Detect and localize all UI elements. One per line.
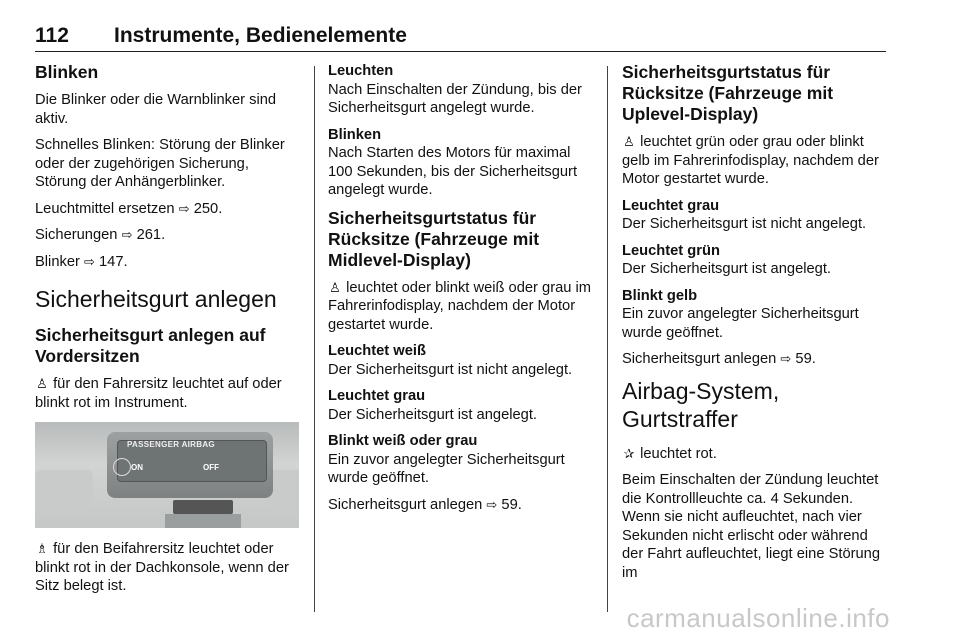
arrow-icon: ⇨ bbox=[84, 253, 95, 269]
section-heading: Sicherheitsgurt anlegen bbox=[35, 286, 277, 312]
page-link[interactable]: 59. bbox=[795, 351, 816, 367]
paragraph: Der Sicherheitsgurt ist nicht angelegt. bbox=[622, 216, 867, 232]
paragraph: ♙ leuchtet grün oder grau oder blinkt gelb im Fahrerinfodisplay, nachdem der Motor gestartet wurde. bbox=[622, 134, 879, 187]
page-number: 112 bbox=[35, 24, 69, 47]
blinken-heading: Blinken bbox=[328, 126, 382, 143]
gelb-heading: Blinkt gelb bbox=[622, 287, 698, 304]
paragraph: Der Sicherheitsgurt ist nicht angelegt. bbox=[328, 361, 573, 378]
page-link[interactable]: 250. bbox=[193, 200, 223, 217]
seatbelt-icon: ♙ bbox=[36, 376, 48, 391]
column-3 bbox=[622, 62, 890, 590]
off-label: OFF bbox=[203, 463, 219, 472]
arrow-icon: ⇨ bbox=[486, 496, 498, 512]
section-heading: Sicherheitsgurtstatus für Rücksitze (Fahrzeuge mit Midlevel-Display) bbox=[328, 207, 540, 270]
paragraph: Der Sicherheitsgurt ist angelegt. bbox=[622, 261, 831, 277]
seatbelt-icon: ♙ bbox=[623, 134, 635, 149]
paragraph: Nach Einschalten der Zündung, bis der Sicherheitsgurt angelegt wurde. bbox=[328, 81, 582, 116]
grau-heading: Leuchtet grau bbox=[328, 388, 426, 404]
airbag-icon: ✰ bbox=[623, 445, 635, 461]
cross-reference: Blinker ⇨ 147. bbox=[35, 253, 128, 270]
grille bbox=[165, 514, 241, 528]
vent bbox=[173, 500, 233, 514]
cross-reference: Sicherheitsgurt anlegen ⇨ 59. bbox=[622, 351, 816, 367]
leuchten-heading: Leuchten bbox=[328, 63, 394, 79]
paragraph: Ein zuvor angelegter Sicherheitsgurt wurde geöffnet. bbox=[622, 306, 859, 341]
gruen-heading: Leuchtet grün bbox=[622, 242, 720, 259]
weiss-heading: Leuchtet weiß bbox=[328, 343, 426, 359]
panel-label: PASSENGER AIRBAG bbox=[127, 440, 215, 449]
cross-reference: Sicherheitsgurt anlegen ⇨ 59. bbox=[328, 496, 522, 513]
on-label: ON bbox=[131, 463, 143, 472]
arrow-icon: ⇨ bbox=[178, 200, 190, 216]
watermark: carmanualsonline.info bbox=[626, 603, 890, 633]
airbag-crossed-icon bbox=[113, 458, 131, 476]
arrow-icon: ⇨ bbox=[780, 351, 792, 366]
cross-reference: Leuchtmittel ersetzen ⇨ 250. bbox=[35, 200, 223, 217]
cross-reference: Sicherungen ⇨ 261. bbox=[35, 227, 166, 243]
blinken-heading: Blinken bbox=[35, 62, 99, 82]
paragraph: ♙ für den Fahrersitz leuchtet auf oder blinkt rot im Instrument. bbox=[35, 376, 282, 411]
paragraph: ✰ leuchtet rot. bbox=[623, 445, 717, 462]
seatbelt-icon: ♙ bbox=[329, 279, 341, 295]
column-divider-1 bbox=[314, 66, 315, 612]
paragraph: Beim Einschalten der Zündung leuchtet die Kontrollleuchte ca. 4 Sekunden. Wenn sie nicht aufleuchtet, nach vier Sekunden nicht erlischt oder während der Fahrt aufleuchtet, liegt eine Störung im bbox=[622, 472, 881, 581]
page-link[interactable]: 147. bbox=[99, 253, 128, 270]
paragraph: ♗ für den Beifahrersitz leuchtet oder blinkt rot in der Dachkonsole, wenn der Sitz belegt ist. bbox=[35, 541, 289, 594]
paragraph: Nach Starten des Motors für maximal 100 Sekunden, bis der Sicherheitsgurt angelegt wurde. bbox=[328, 145, 578, 198]
column-divider-2 bbox=[607, 66, 608, 612]
side-fixture bbox=[35, 470, 93, 506]
blinkt-heading: Blinkt weiß oder grau bbox=[328, 433, 478, 449]
page-header bbox=[35, 24, 885, 54]
column-1 bbox=[35, 62, 300, 604]
grau-heading: Leuchtet grau bbox=[622, 197, 720, 214]
page-link[interactable]: 261. bbox=[136, 227, 166, 243]
paragraph: Der Sicherheitsgurt ist angelegt. bbox=[328, 406, 537, 423]
airbag-panel-photo bbox=[35, 422, 299, 528]
paragraph: ♙ leuchtet oder blinkt weiß oder grau im Fahrerinfodisplay, nachdem der Motor gestartet wurde. bbox=[328, 279, 592, 333]
page-title: Instrumente, Bedienelemente bbox=[114, 24, 407, 47]
arrow-icon: ⇨ bbox=[121, 227, 133, 242]
subsection-heading: Sicherheitsgurt anlegen auf Vordersitzen bbox=[35, 325, 266, 366]
paragraph: Die Blinker oder die Warnblinker sind aktiv. bbox=[35, 92, 277, 127]
paragraph: Schnelles Blinken: Störung der Blinker oder der zugehörigen Sicherung, Störung der Anhängerblinker. bbox=[35, 137, 285, 190]
passenger-seatbelt-icon: ♗ bbox=[36, 541, 48, 556]
column-2 bbox=[328, 62, 596, 522]
paragraph: Ein zuvor angelegter Sicherheitsgurt wurde geöffnet. bbox=[328, 451, 565, 486]
header-rule bbox=[35, 51, 886, 52]
section-heading: Sicherheitsgurtstatus für Rücksitze (Fahrzeuge mit Uplevel-Display) bbox=[622, 62, 834, 124]
page-link[interactable]: 59. bbox=[501, 496, 522, 513]
airbag-heading: Airbag-System, Gurtstraffer bbox=[622, 377, 780, 432]
